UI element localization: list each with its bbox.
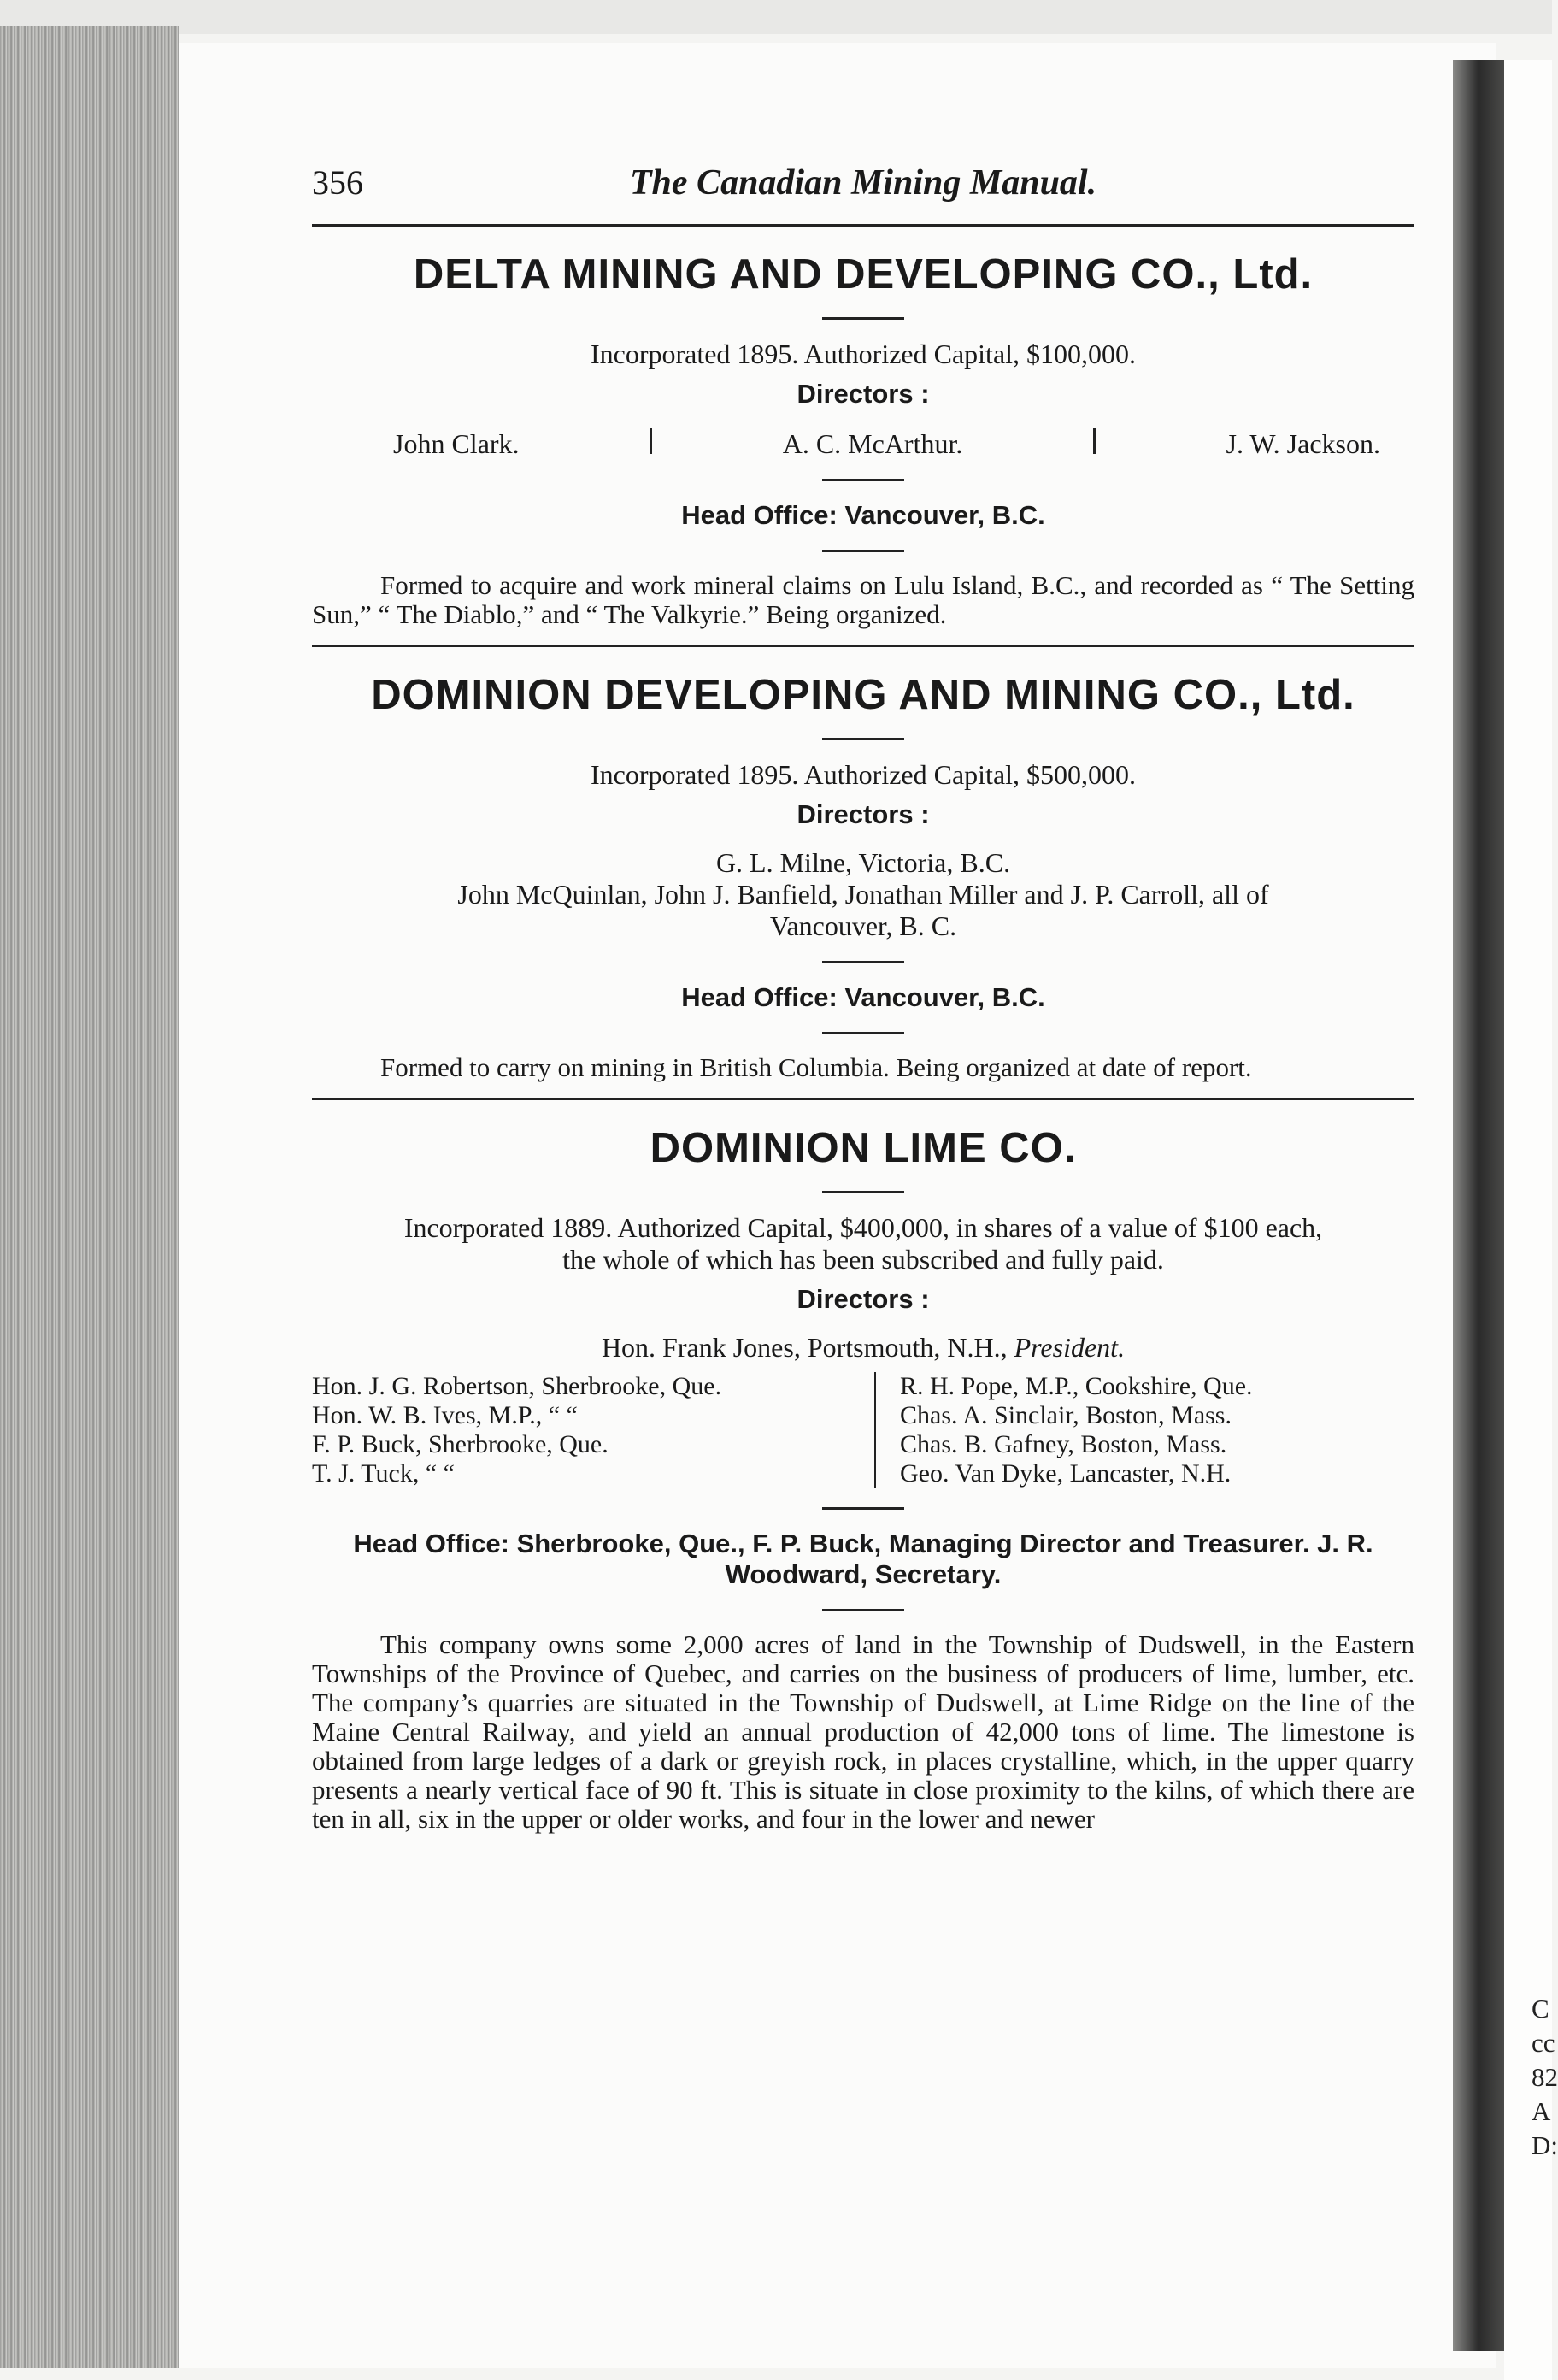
director: T. J. Tuck, “ “: [312, 1459, 455, 1488]
directors-label: Directors :: [797, 799, 930, 829]
separator: [650, 428, 652, 454]
director: Geo. Van Dyke, Lancaster, N.H.: [900, 1459, 1232, 1488]
description: Formed to acquire and work mineral claims on Lulu Island, B.C., and recorded as “ The Setting Sun,” “ The Diablo,” and “ The Valkyrie.” Being organized.: [312, 570, 1414, 629]
directors-label: Directors :: [797, 379, 930, 409]
directors-columns: [312, 1372, 1414, 1488]
directors-right-column: [876, 1372, 1253, 1488]
company-heading-dominion-developing: DOMINION DEVELOPING AND MINING CO., Ltd.: [371, 672, 1355, 718]
short-rule: [822, 550, 904, 552]
director: J. W. Jackson.: [1226, 428, 1380, 459]
page-number: 356: [312, 163, 363, 202]
separator: [1093, 428, 1096, 454]
director: John Clark.: [393, 428, 520, 459]
short-rule: [822, 1191, 904, 1193]
president-title: President.: [1014, 1332, 1126, 1363]
incorporation-line: Incorporated 1895. Authorized Capital, $100,000.: [590, 339, 1137, 369]
director-line: Vancouver, B. C.: [769, 910, 957, 941]
company-heading-delta: DELTA MINING AND DEVELOPING CO., Ltd.: [413, 251, 1314, 298]
facing-page-fragment: C cc 82 A D:: [1532, 1994, 1558, 2160]
director-line: John McQuinlan, John J. Banfield, Jonathan Miller and J. P. Carroll, all of: [457, 879, 1269, 910]
short-rule: [822, 479, 904, 481]
directors-list: [312, 428, 1414, 460]
director: Hon. W. B. Ives, M.P., “ “: [312, 1401, 578, 1429]
short-rule: [822, 961, 904, 963]
director: Chas. B. Gafney, Boston, Mass.: [900, 1430, 1227, 1458]
running-title: The Canadian Mining Manual.: [629, 163, 1097, 203]
incorporation-line: Incorporated 1889. Authorized Capital, $400,000, in shares of a value of $100 each,: [403, 1212, 1323, 1243]
head-office: Head Office: Sherbrooke, Que., F. P. Buck, Managing Director and Treasurer. J. R. Woodward, Secretary.: [353, 1529, 1373, 1589]
short-rule: [822, 1507, 904, 1510]
description: Formed to carry on mining in British Columbia. Being organized at date of report.: [380, 1052, 1252, 1082]
directors-label: Directors :: [797, 1284, 930, 1314]
directors-left-column: [312, 1372, 876, 1488]
section-rule: [312, 1098, 1414, 1100]
director: F. P. Buck, Sherbrooke, Que.: [312, 1430, 609, 1458]
book-gutter: [1453, 60, 1504, 2351]
head-office: Head Office: Vancouver, B.C.: [681, 500, 1045, 530]
page-content: [312, 162, 1414, 1834]
section-rule: [312, 645, 1414, 647]
running-head: [312, 162, 1414, 214]
incorporation-line: Incorporated 1895. Authorized Capital, $500,000.: [590, 759, 1137, 790]
head-office: Head Office: Vancouver, B.C.: [681, 982, 1045, 1012]
header-rule: [312, 224, 1414, 227]
president-line: Hon. Frank Jones, Portsmouth, N.H., President.: [601, 1332, 1126, 1363]
book-page-edges: [0, 26, 179, 2368]
short-rule: [822, 738, 904, 740]
short-rule: [822, 1609, 904, 1611]
director: R. H. Pope, M.P., Cookshire, Que.: [900, 1372, 1253, 1400]
book-top-edge: [0, 0, 1552, 34]
director: A. C. McArthur.: [782, 428, 963, 459]
company-heading-dominion-lime: DOMINION LIME CO.: [650, 1125, 1077, 1171]
director: Chas. A. Sinclair, Boston, Mass.: [900, 1401, 1232, 1429]
short-rule: [822, 1032, 904, 1034]
incorporation-line: the whole of which has been subscribed and fully paid.: [562, 1244, 1164, 1275]
director-line: G. L. Milne, Victoria, B.C.: [715, 847, 1011, 878]
short-rule: [822, 317, 904, 320]
director: Hon. J. G. Robertson, Sherbrooke, Que.: [312, 1372, 722, 1400]
description: This company owns some 2,000 acres of land in the Township of Dudswell, in the Eastern Townships of the Province of Quebec, and carries on the business of producers of lime, lumber, etc. The company’s quarries are situated in the Township of Dudswell, at Lime Ridge on the line of the Maine Central Railway, and yield an annual production of 42,000 tons of lime. The limestone is obtained from large ledges of a dark or greyish rock, in places crystalline, which, in the upper quarry presents a nearly vertical face of 90 ft. This is situate in close proximity to the kilns, of which there are ten in all, six in the upper or older works, and four in the lower and newer: [312, 1629, 1414, 1834]
